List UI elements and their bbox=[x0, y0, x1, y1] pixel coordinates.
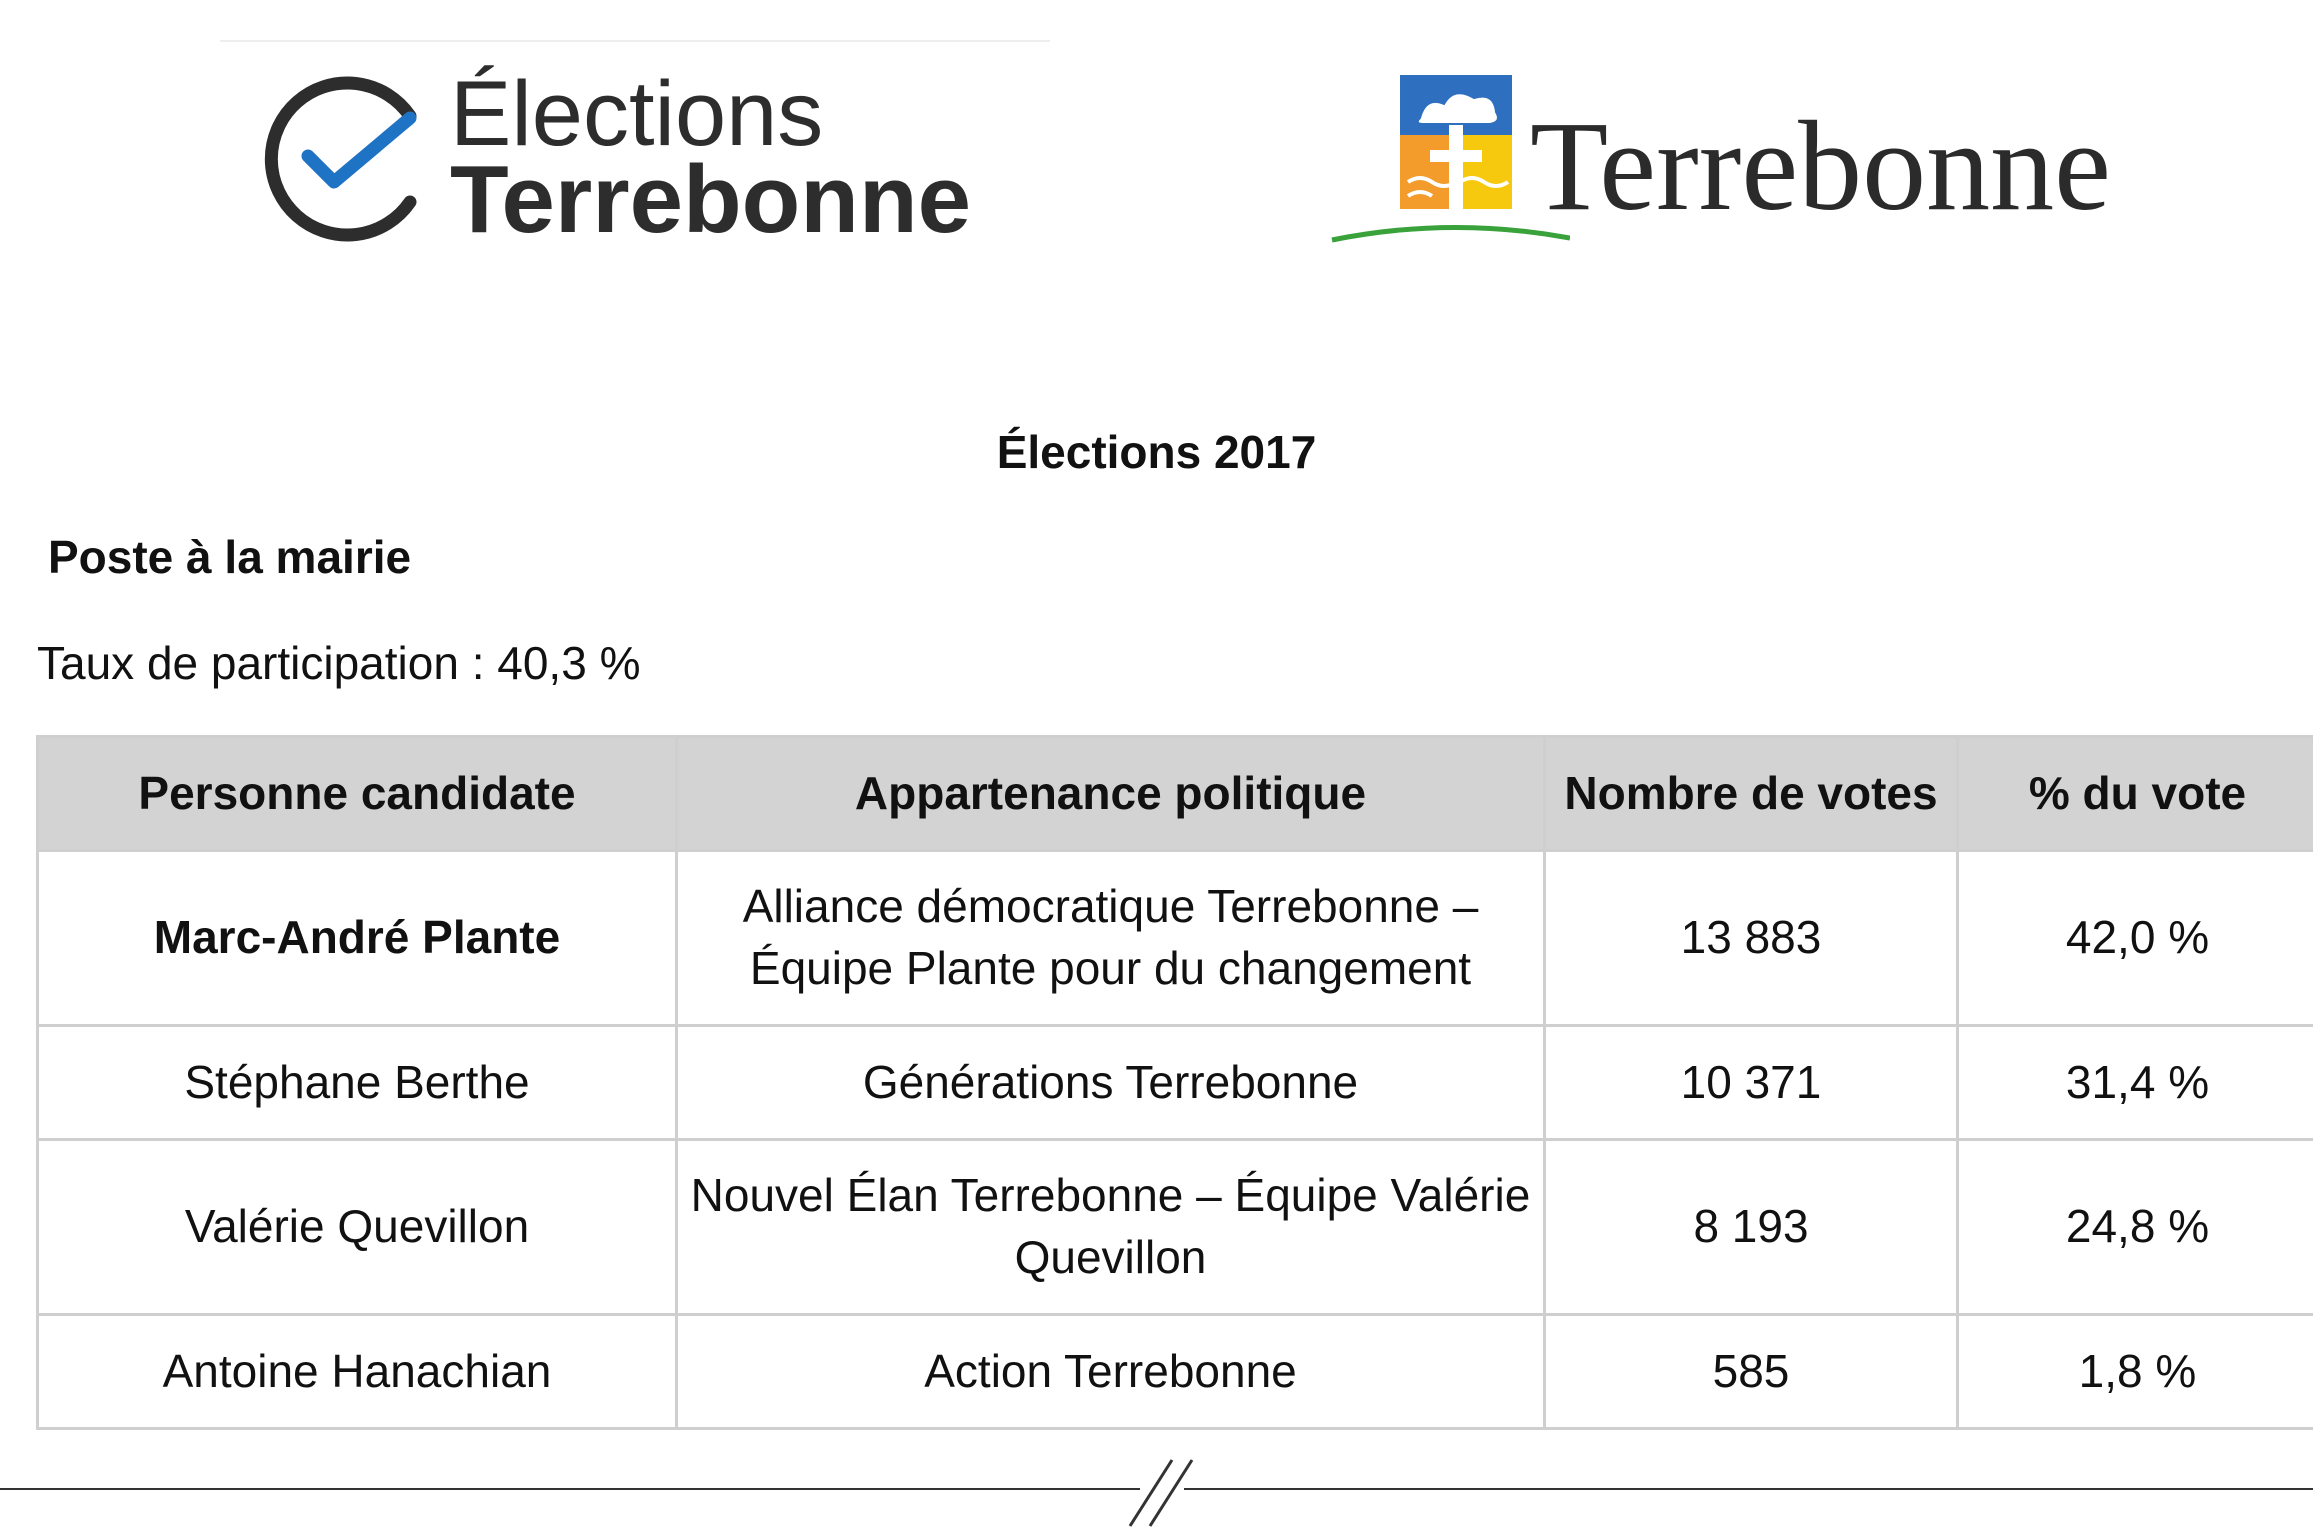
votes-cell: 8 193 bbox=[1545, 1140, 1958, 1315]
elections-terrebonne-logo bbox=[220, 40, 1080, 260]
votes-cell: 13 883 bbox=[1545, 851, 1958, 1026]
table-header-row bbox=[38, 737, 2313, 851]
page-title: Élections 2017 bbox=[996, 426, 1317, 478]
candidate-name: Valérie Quevillon bbox=[38, 1140, 677, 1315]
logo-top-rule bbox=[220, 40, 1050, 42]
results-table bbox=[36, 735, 2313, 1430]
percent-cell: 42,0 % bbox=[1958, 851, 2313, 1026]
logo-terrebonne-word: Terrebonne bbox=[450, 146, 971, 253]
party-line: Quevillon bbox=[1014, 1231, 1207, 1283]
candidate-name: Antoine Hanachian bbox=[38, 1315, 677, 1429]
party-cell: Action Terrebonne bbox=[677, 1315, 1545, 1429]
header-votes: Nombre de votes bbox=[1545, 737, 1958, 851]
votes-cell: 585 bbox=[1545, 1315, 1958, 1429]
candidate-name: Stéphane Berthe bbox=[38, 1026, 677, 1140]
terrebonne-city-logo bbox=[1330, 70, 2130, 250]
party-line: Nouvel Élan Terrebonne – Équipe Valérie bbox=[690, 1169, 1531, 1222]
page-break-mark-icon bbox=[1120, 1458, 1210, 1528]
percent-cell: 31,4 % bbox=[1958, 1026, 2313, 1140]
percent-cell: 1,8 % bbox=[1958, 1315, 2313, 1429]
table-row bbox=[38, 1026, 2313, 1140]
logo-elections-word: Élections bbox=[450, 63, 824, 165]
header-candidate: Personne candidate bbox=[38, 737, 677, 851]
header-party: Appartenance politique bbox=[677, 737, 1545, 851]
party-line: Alliance démocratique Terrebonne – bbox=[742, 880, 1479, 933]
party-line: Équipe Plante pour du changement bbox=[749, 942, 1472, 994]
section-title: Poste à la mairie bbox=[48, 531, 412, 583]
logo-city-name: Terrebonne bbox=[1530, 95, 2111, 237]
turnout-text: Taux de participation : 40,3 % bbox=[37, 637, 641, 689]
party-cell bbox=[677, 1140, 1545, 1315]
candidate-name: Marc-André Plante bbox=[38, 851, 677, 1026]
percent-cell: 24,8 % bbox=[1958, 1140, 2313, 1315]
table-row bbox=[38, 851, 2313, 1026]
table-row bbox=[38, 1140, 2313, 1315]
party-cell bbox=[677, 851, 1545, 1026]
votes-cell: 10 371 bbox=[1545, 1026, 1958, 1140]
checkmark-circle-icon bbox=[260, 74, 430, 244]
table-row bbox=[38, 1315, 2313, 1429]
party-cell: Générations Terrebonne bbox=[677, 1026, 1545, 1140]
header-percent: % du vote bbox=[1958, 737, 2313, 851]
